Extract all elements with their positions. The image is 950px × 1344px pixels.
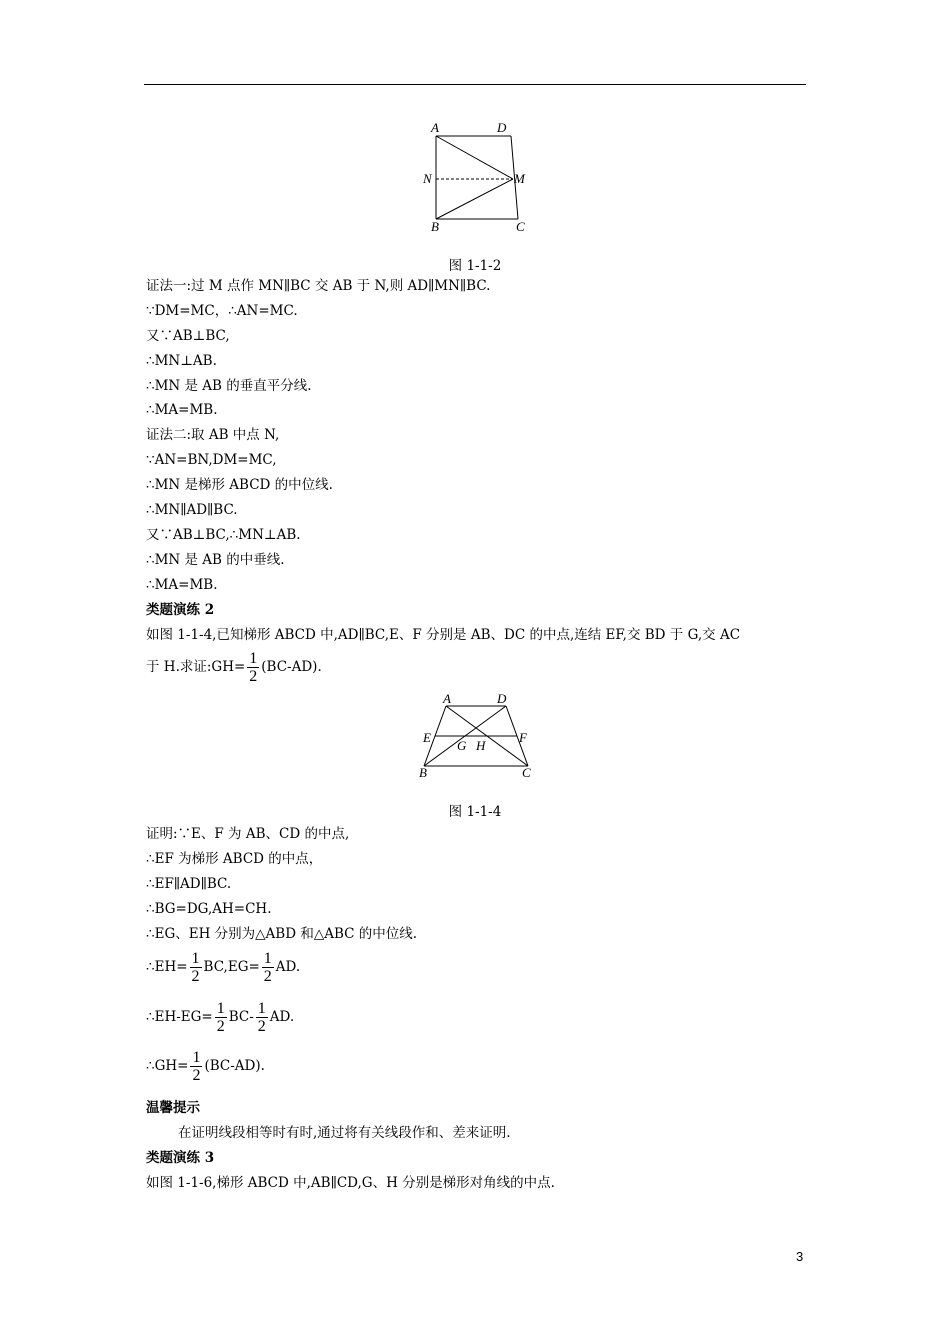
fig1-label-m: M bbox=[514, 171, 525, 186]
exercise-2-problem-line2 bbox=[146, 650, 322, 685]
proof1-line: ∴MA=MB. bbox=[146, 402, 218, 418]
text-segment: ∴EH= bbox=[146, 959, 188, 975]
proof1-line: ∴MN⊥AB. bbox=[146, 353, 217, 369]
proof2-line: ∴EG、EH 分别为△ABD 和△ABC 的中位线. bbox=[146, 926, 418, 942]
figure-1-1-4 bbox=[412, 692, 542, 782]
fraction-one-half bbox=[190, 1049, 202, 1084]
proof1-line: ∵AN=BN,DM=MC, bbox=[146, 452, 277, 468]
text-segment: ∴EH-EG= bbox=[146, 1009, 213, 1025]
header-rule bbox=[144, 84, 806, 85]
fraction-denominator: 2 bbox=[191, 968, 200, 985]
proof1-line: ∴MN∥AD∥BC. bbox=[146, 502, 238, 518]
text-segment: AD. bbox=[269, 1009, 295, 1025]
fig2-label-b: B bbox=[419, 765, 427, 780]
exercise-2-problem-line1: 如图 1-1-4,已知梯形 ABCD 中,AD∥BC,E、F 分别是 AB、DC 的中点,连结 EF,交 BD 于 G,交 AC bbox=[146, 627, 741, 643]
fig2-label-d: D bbox=[497, 692, 507, 706]
fraction-numerator: 1 bbox=[216, 1000, 225, 1017]
page-number: 3 bbox=[796, 1249, 804, 1264]
proof2-line: 证明:∵E、F 为 AB、CD 的中点, bbox=[146, 826, 350, 842]
proof2-line-eh-minus-eg bbox=[146, 1000, 294, 1035]
proof2-line: ∴EF 为梯形 ABCD 的中点， bbox=[146, 851, 323, 867]
proof2-line: ∴BG=DG,AH=CH. bbox=[146, 901, 272, 917]
fig1-label-c: C bbox=[516, 219, 525, 234]
fig2-label-e: E bbox=[423, 730, 431, 745]
text-segment: ∴GH= bbox=[146, 1058, 189, 1074]
text-segment: (BC-AD). bbox=[204, 1058, 265, 1074]
exercise-3-text: 如图 1-1-6,梯形 ABCD 中,AB∥CD,G、H 分别是梯形对角线的中点. bbox=[146, 1175, 555, 1191]
fig1-label-d: D bbox=[497, 120, 507, 135]
fig2-label-g: G bbox=[457, 738, 467, 753]
tip-heading: 温馨提示 bbox=[146, 1100, 200, 1116]
fig2-label-c: C bbox=[522, 765, 531, 780]
fraction-one-half bbox=[262, 950, 274, 985]
proof1-line: 证法一:过 M 点作 MN∥BC 交 AB 于 N,则 AD∥MN∥BC. bbox=[146, 278, 491, 294]
figure-1-1-2 bbox=[420, 118, 530, 238]
figure-1-1-2-caption: 图 1-1-2 bbox=[448, 258, 502, 274]
proof1-line: 又∵AB⊥BC, bbox=[146, 328, 230, 344]
fraction-numerator: 1 bbox=[192, 1049, 201, 1066]
fig1-label-b: B bbox=[431, 219, 439, 234]
proof1-line: ∵DM=MC，∴AN=MC. bbox=[146, 303, 298, 319]
fig2-label-f: F bbox=[519, 730, 527, 745]
fraction-numerator: 1 bbox=[191, 950, 200, 967]
fraction-denominator: 2 bbox=[216, 1018, 225, 1035]
proof2-line: ∴EF∥AD∥BC. bbox=[146, 876, 232, 892]
fig2-label-a: A bbox=[443, 692, 451, 706]
fraction-denominator: 2 bbox=[263, 968, 272, 985]
proof2-line-gh bbox=[146, 1049, 265, 1084]
fraction-one-half bbox=[215, 1000, 227, 1035]
fraction-numerator: 1 bbox=[263, 950, 272, 967]
fraction-denominator: 2 bbox=[249, 668, 258, 685]
proof1-line: ∴MN 是 AB 的垂直平分线. bbox=[146, 378, 312, 394]
fraction-one-half bbox=[190, 950, 202, 985]
exercise-2-heading: 类题演练 2 bbox=[146, 602, 215, 618]
problem-line2-prefix: 于 H.求证:GH= bbox=[146, 659, 246, 675]
proof1-line: ∴MN 是梯形 ABCD 的中位线. bbox=[146, 477, 333, 493]
fraction-denominator: 2 bbox=[192, 1067, 201, 1084]
fraction-one-half bbox=[247, 650, 259, 685]
fraction-one-half bbox=[256, 1000, 268, 1035]
fraction-numerator: 1 bbox=[249, 650, 258, 667]
figure-1-1-4-caption: 图 1-1-4 bbox=[448, 804, 502, 820]
proof1-line: ∴MA=MB. bbox=[146, 577, 218, 593]
proof1-line: 证法二:取 AB 中点 N, bbox=[146, 427, 280, 443]
proof1-line: ∴MN 是 AB 的中垂线. bbox=[146, 552, 285, 568]
fig1-label-n: N bbox=[423, 171, 432, 186]
proof2-line-eh-eg bbox=[146, 950, 300, 985]
fraction-numerator: 1 bbox=[257, 1000, 266, 1017]
exercise-3-heading: 类题演练 3 bbox=[146, 1150, 215, 1166]
text-segment: BC,EG= bbox=[203, 959, 260, 975]
tip-text: 在证明线段相等时有时,通过将有关线段作和、差来证明. bbox=[178, 1125, 511, 1141]
problem-line2-suffix: (BC-AD). bbox=[261, 659, 322, 675]
fraction-denominator: 2 bbox=[257, 1018, 266, 1035]
fig2-label-h: H bbox=[476, 738, 486, 753]
text-segment: AD. bbox=[275, 959, 301, 975]
fig1-label-a: A bbox=[431, 120, 439, 135]
proof1-line: 又∵AB⊥BC,∴MN⊥AB. bbox=[146, 527, 301, 543]
text-segment: BC- bbox=[228, 1009, 254, 1025]
